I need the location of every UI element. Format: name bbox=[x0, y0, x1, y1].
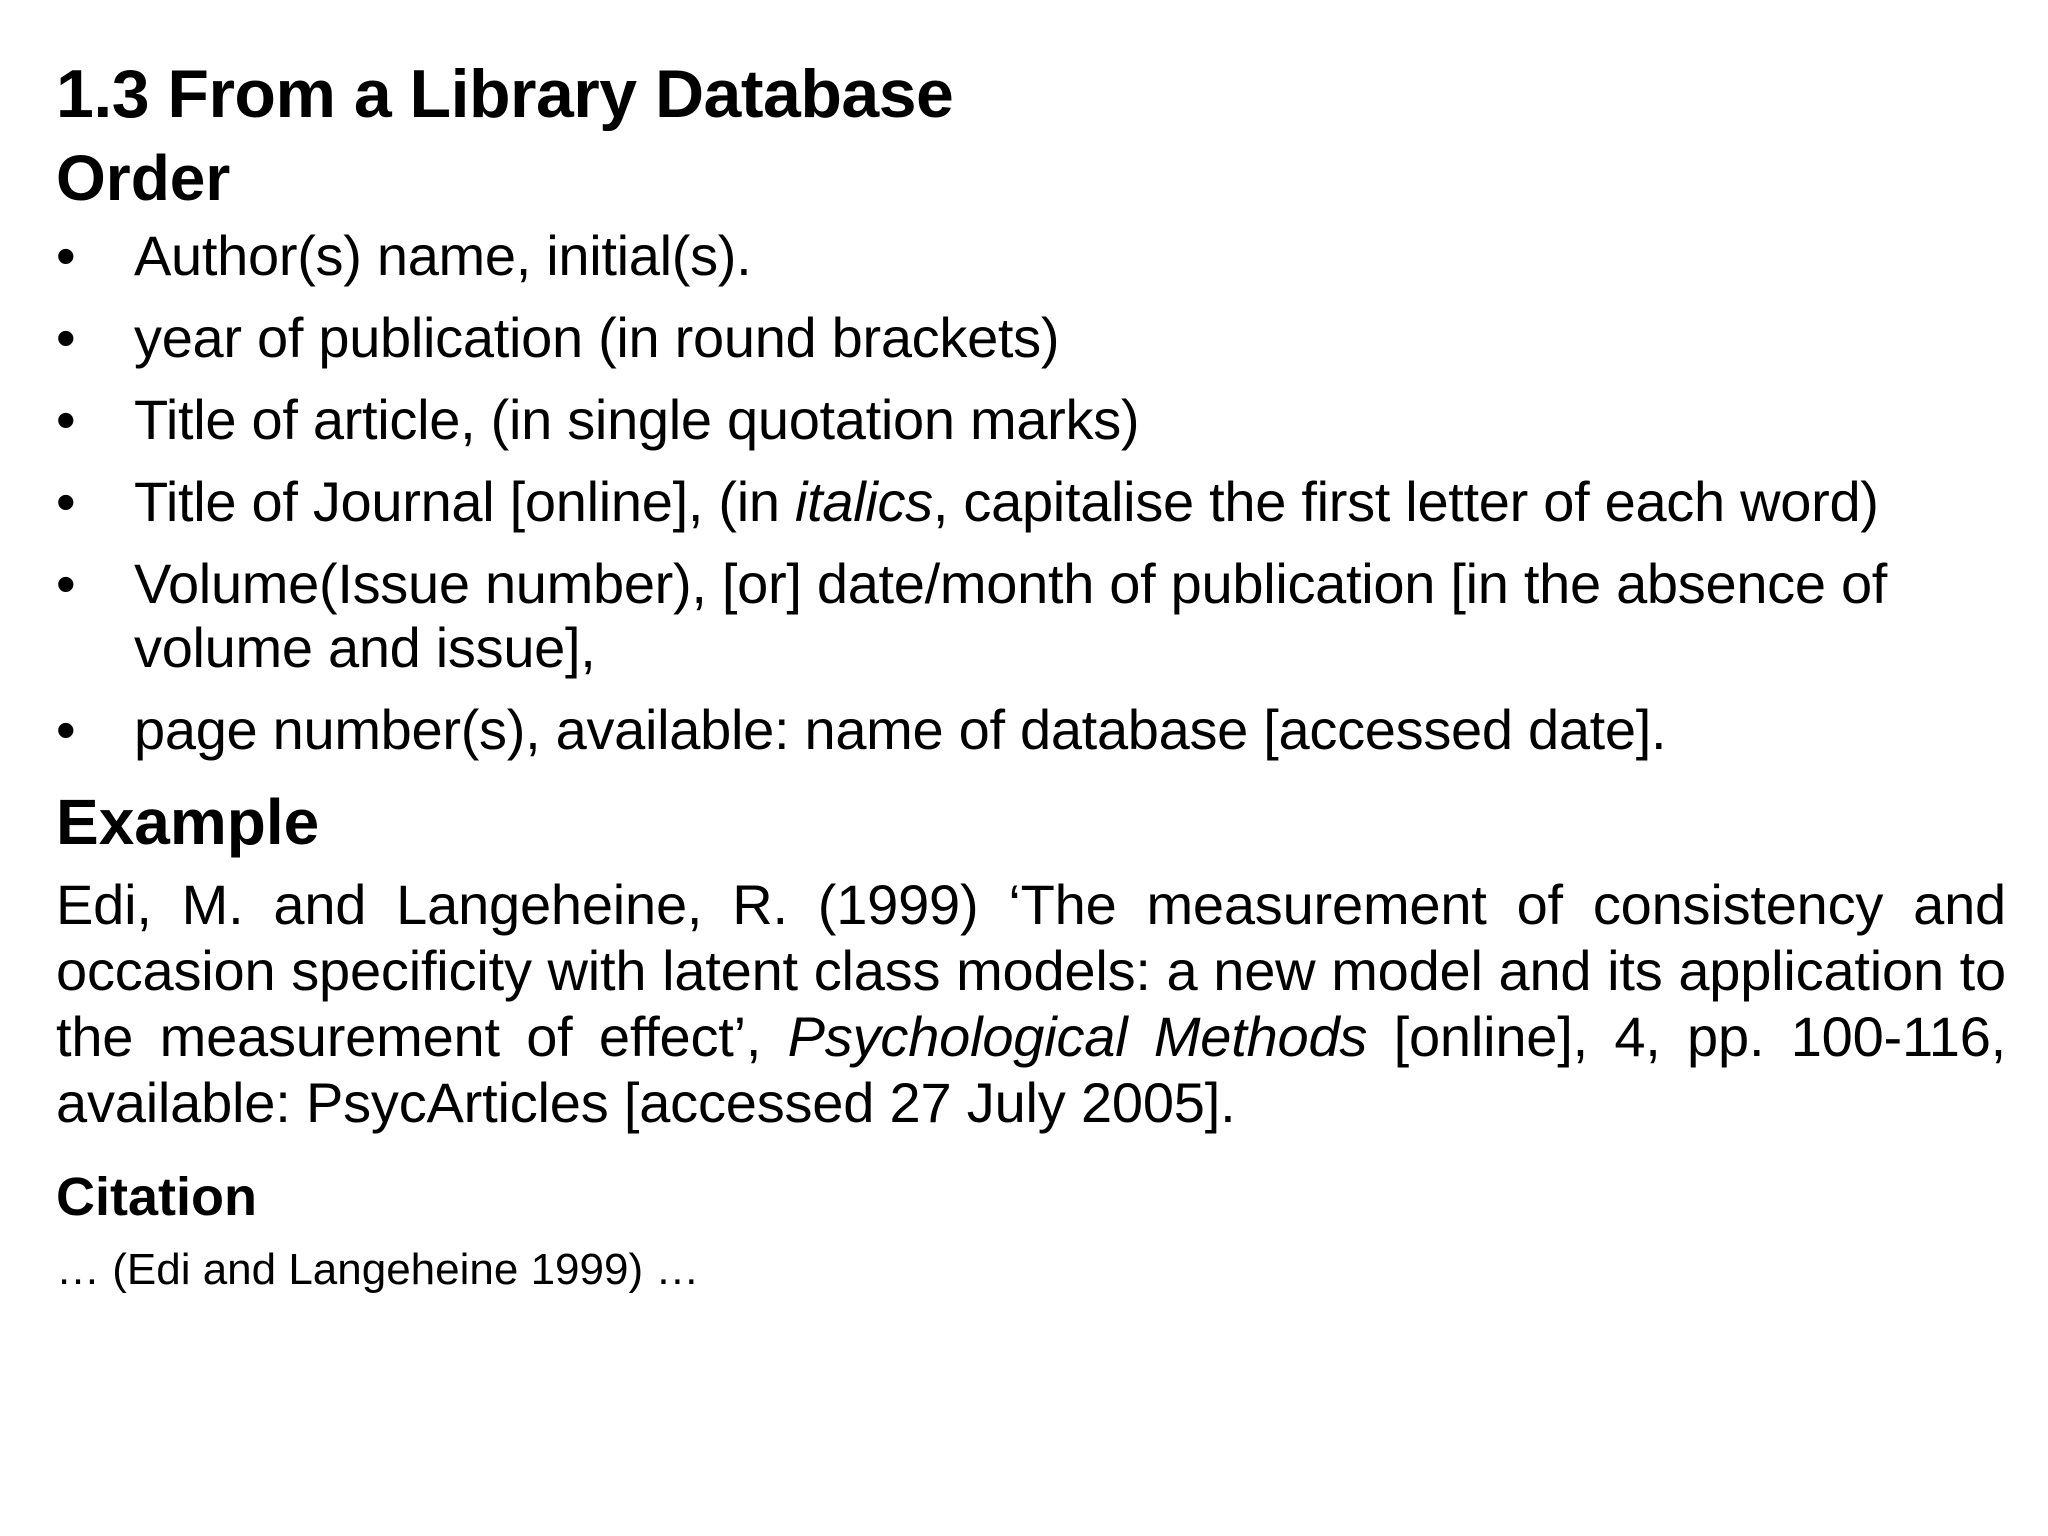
list-item bbox=[56, 306, 2006, 370]
reference-text-pre: Edi, M. and Langeheine, R. (1999) ‘The measurement of consistency and occasion specificity with latent class models: a new model and its application to the measurement of effect’, bbox=[56, 873, 2006, 1068]
bullet-icon: • bbox=[56, 470, 76, 533]
list-item bbox=[56, 224, 2006, 288]
example-reference bbox=[56, 872, 2006, 1136]
bullet-icon: • bbox=[56, 224, 76, 287]
reference-journal-title: Psychological Methods bbox=[787, 1005, 1368, 1068]
order-heading: Order bbox=[56, 142, 231, 214]
bullet-icon: • bbox=[56, 698, 76, 761]
citation-heading: Citation bbox=[56, 1167, 257, 1227]
slide-content bbox=[56, 52, 2006, 1300]
list-item-text-italic: italics bbox=[794, 470, 933, 533]
list-item bbox=[56, 698, 2006, 762]
list-item-text-pre: Title of Journal [online], (in bbox=[134, 470, 795, 533]
slide-title: 1.3 From a Library Database bbox=[56, 56, 954, 132]
list-item-text: Author(s) name, initial(s). bbox=[134, 224, 752, 287]
list-item bbox=[56, 470, 2006, 534]
list-item bbox=[56, 388, 2006, 452]
reference-text-post: [online], 4, pp. 100-116, available: PsycArticles [accessed 27 July 2005]. bbox=[56, 1005, 2007, 1134]
citation-text: … (Edi and Langeheine 1999) … bbox=[56, 1245, 700, 1294]
list-item-text-post: , capitalise the first letter of each word) bbox=[932, 470, 1879, 533]
list-item bbox=[56, 552, 2006, 680]
bullet-icon: • bbox=[56, 388, 76, 451]
bullet-icon: • bbox=[56, 306, 76, 369]
order-list bbox=[56, 224, 2006, 762]
list-item-text: year of publication (in round brackets) bbox=[134, 306, 1060, 369]
list-item-text: Volume(Issue number), [or] date/month of publication [in the absence of volume and issue], bbox=[134, 552, 1888, 679]
bullet-icon: • bbox=[56, 552, 76, 615]
example-heading: Example bbox=[56, 786, 320, 858]
list-item-text: page number(s), available: name of database [accessed date]. bbox=[134, 698, 1667, 761]
list-item-text: Title of article, (in single quotation marks) bbox=[134, 388, 1140, 451]
